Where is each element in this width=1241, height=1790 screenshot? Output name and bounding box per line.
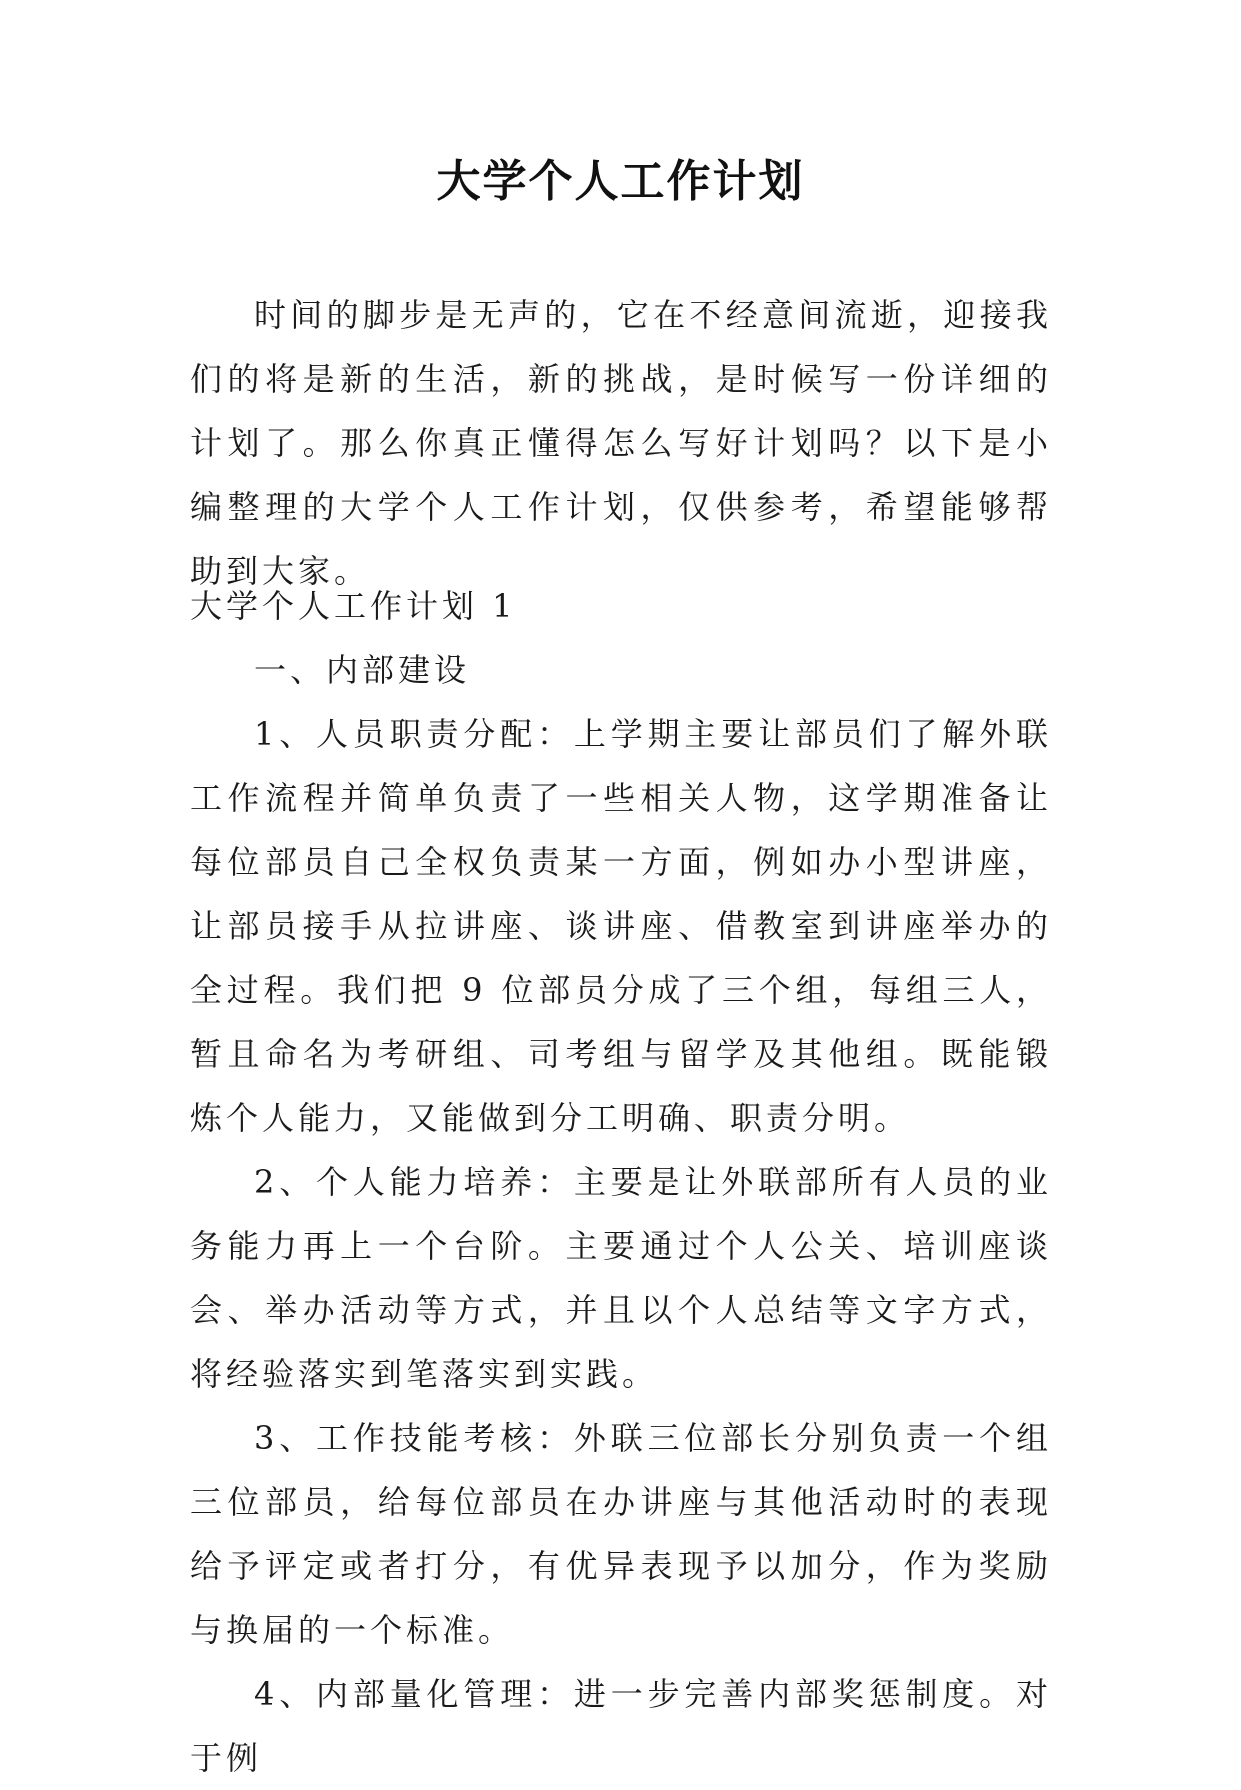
intro-block [190,283,1052,603]
paragraph-3: 3、工作技能考核：外联三位部长分别负责一个组三位部员，给每位部员在办讲座与其他活动时的表现给予评定或者打分，有优异表现予以加分，作为奖励与换届的一个标准。 [190,1419,1052,1649]
document-title: 大学个人工作计划 [436,156,805,207]
paragraph-1: 1、人员职责分配：上学期主要让部员们了解外联工作流程并简单负责了一些相关人物，这学期准备让每位部员自己全权负责某一方面，例如办小型讲座，让部员接手从拉讲座、谈讲座、借教室到讲座举办的全过程。我们把 9 位部员分成了三个组，每组三人，暂且命名为考研组、司考组与留学及其他组。既能锻炼个人能力，又能做到分工明确、职责分明。 [190,715,1052,1137]
section-title: 大学个人工作计划 1 [190,587,517,625]
paragraph-2: 2、个人能力培养：主要是让外联部所有人员的业务能力再上一个台阶。主要通过个人公关、培训座谈会、举办活动等方式，并且以个人总结等文字方式，将经验落实到笔落实到实践。 [190,1163,1052,1393]
intro-paragraph: 时间的脚步是无声的，它在不经意间流逝，迎接我们的将是新的生活，新的挑战，是时候写一份详细的计划了。那么你真正懂得怎么写好计划吗？以下是小编整理的大学个人工作计划，仅供参考，希望能够帮助到大家。 [190,296,1052,590]
paragraph-4: 4、内部量化管理：进一步完善内部奖惩制度。对于例 [190,1675,1052,1777]
subheading: 一、内部建设 [254,651,471,689]
section-1 [190,574,1052,1790]
